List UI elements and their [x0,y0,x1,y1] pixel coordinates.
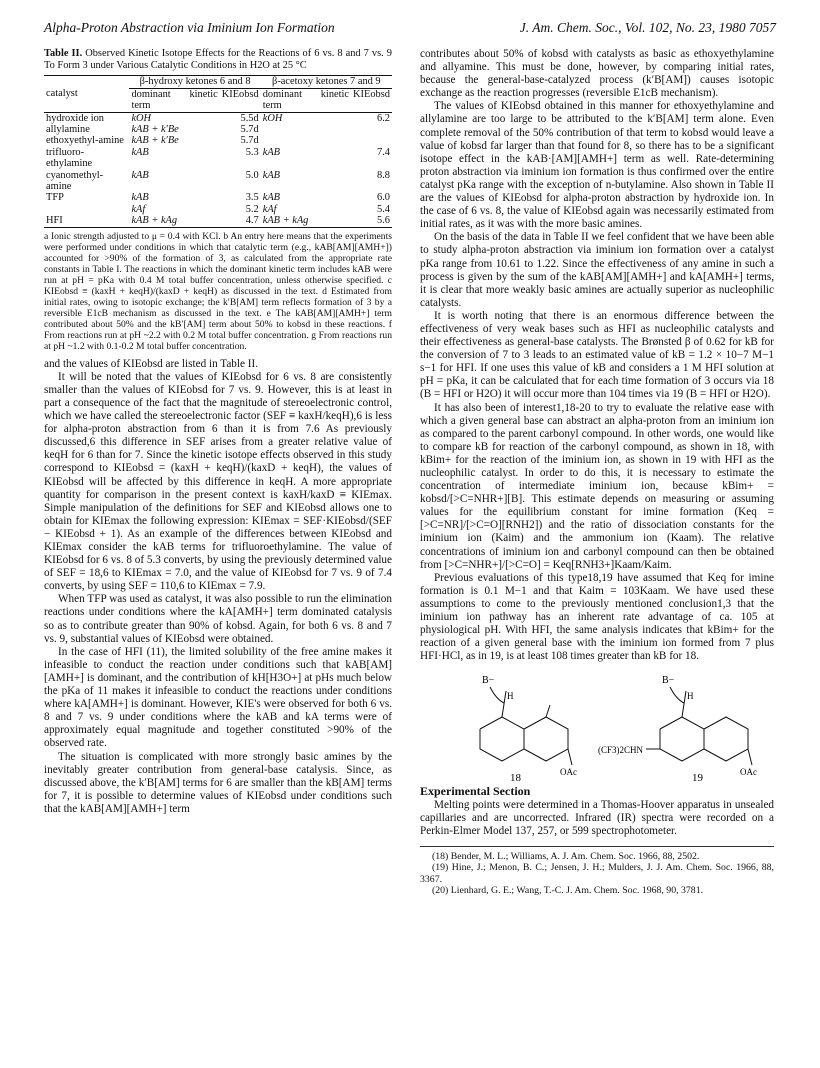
table-row [44,192,392,203]
table-cell-catalyst: allylamine [46,124,90,136]
body-paragraph: It is worth noting that there is an enormous difference between the effectiveness of very weak bases such as HFI as nucleophilic catalysts and their effectiveness as general-base catalysts. The Brønsted β of 0.62 for kB for the conversion of 7 to 3 leads to an estimated value of kB = 1.2 × 10−7 M−1 s−1 for HFI. If one uses this value of kB and considers a 1 M HFI solution at pH = pKa, it can be calculated that for each time formation of 3 occurs via 18 (B = HFI or H2O) it will occur more than 104 times via 19 (B = HFI or H2O). [420,309,774,401]
label-oac-19: OAc [740,767,757,778]
label-h-19: H [687,691,694,702]
table-row [44,112,392,124]
body-paragraph: contributes about 50% of kobsd with catalysts as basic as ethoxyethylamine and allyamine. This must be done, however, by comparing initial rates, because the general-base-catalyzed process (k′B[AM]) causes isotopic exchange as the reaction progresses (reversible E1cB mechanism). [420,48,774,100]
table-cell-catalyst: cyanomethyl-amine [46,169,104,193]
running-header [44,20,776,38]
table-row [44,215,392,227]
table-cell-dominant: kAB [262,146,281,158]
table-cell-kie [351,135,392,146]
table-cell-kie: 8.8 [377,169,390,181]
label-oac-18: OAc [560,767,577,778]
table-cell-kie: 5.4 [377,203,390,215]
body-paragraph: Previous evaluations of this type18,19 have assumed that Keq for imine formation is 0.1 M−1 and that Kaim = 103Kaam. We have used these assumptions to come to the previously mentioned conclusion1,3 that the iminium ion pathway has an inherent rate advantage of ca. 105 at physiological pH. With HFI, the same analysis indicates that kBim+ for the reaction of a given general base with the iminium ion formed from 7 plus HFI·HCl, as in 19, is at least 108 times greater than kB for 18. [420,571,774,663]
table-cell-kie [351,124,392,135]
table-row [44,170,392,193]
table-row [44,124,392,135]
table-cell-dominant: kAf [262,203,277,215]
table-col-kie-1: KIEobsd [220,88,261,112]
table-cell-kie: 5.2 [245,203,259,215]
label-b-minus-19: B− [662,675,675,687]
reference-item: (19) Hine, J.; Menon, B. C.; Jensen, J. H.; Mulders, J. J. Am. Chem. Soc. 1966, 88, 3367. [420,862,774,885]
table-cell-dominant: kAB + kAg [261,215,351,227]
table-cell-dominant: kAB + k′Be [131,124,179,136]
body-paragraph: It will be noted that the values of KIEobsd for 6 vs. 8 are consistently smaller than the values of KIEobsd for 7 vs. 9. However, this is at least in part a consequence of the fact that the magnitude of stereoelectronic control, which we have called the stereoelectronic factor (SEF ≡ kaxH/keqH),6 is less for alpha-proton abstraction from 6 than it is from 7.6 As previously discussed,6 this difference in SEF arises from a greater relative value of keqH for 6 than for 7. Since the kinetic isotope effects observed in this study correspond to KIEobsd = (kaxH + keqH)/(kaxD + keqH), the values of KIEobsd will be affected by this difference in keqH. A more appropriate quantity for comparison in the present context is kaxH/kaxD ≡ KIEmax. Simple manipulation of the definitions for SEF and KIEobsd allows one to obtain for KIEmax the following expression: KIEmax = SEF·KIEobsd/(SEF − KIEobsd + 1). As an example of the differences between KIEobsd and KIEmax consider the kAB terms for trifluoroethylamine. The value of KIEobsd for 6 vs. 8 of 5.3 converts, by using the previously determined value of SEF = 18,6 to KIEmax = 7.0, and the value of KIEobsd for 7 vs. 9 of 7.4 converts, by using SEF = 110,6 to KIEmax = 7.9. [44,370,392,593]
table-group-hydroxy: β-hydroxy ketones 6 and 8 [129,76,260,88]
label-19: 19 [692,772,703,782]
table-cell-kie: 4.7 [220,215,261,227]
table-cell-catalyst: hydroxide ion [46,112,105,124]
table-cell-kie: 5.5d [240,112,259,124]
table-row [44,135,392,146]
table-cell-dominant: kAB + kAg [129,215,219,227]
reference-item: (20) Lienhard, G. E.; Wang, T.-C. J. Am. Chem. Soc. 1968, 90, 3781. [432,885,704,897]
table-cell-dominant: kAf [131,203,146,215]
table-cell-dominant [261,135,351,146]
table-col-dominant-1: dominant kinetic term [131,88,218,112]
table-col-kie-2: KIEobsd [351,88,392,112]
header-title: Alpha-Proton Abstraction via Iminium Ion Formation [44,20,335,35]
table-caption-label: Table II. [44,48,83,59]
table-cell-kie: 6.0 [377,192,390,204]
experimental-paragraph: Melting points were determined in a Thomas-Hoover apparatus in unsealed capillaries and are uncorrected. Infrared (IR) spectra were recorded on a Perkin-Elmer Model 137, 257, or 599 spectrophotometer. [420,798,774,837]
body-paragraph: In the case of HFI (11), the limited solubility of the free amine makes it infeasible to conduct the reaction under conditions such that kAB[AM][AMH+] is dominant, and the contribution of kH[H3O+] at pHs much below the pKa of 11 makes it infeasible to conduct the reactions under conditions where kA[AMH+] is dominant. However, KIE's were observed for both 6 vs. 8 and 7 vs. 9 under conditions where the kAB and kA terms were of approximately equal magnitude and together constituted >90% of the observed rate. [44,645,392,750]
body-paragraph: It has also been of interest1,18-20 to try to evaluate the relative ease with which a given general base can abstract an alpha-proton from an iminium ion as compared to the parent carbonyl compound. In other words, one would like to compare kB for reaction of the carbonyl compound, as shown in 18, with kBim+ for the reaction of the iminium ion, as shown in 19 with HFI as the nucleophilic catalyst. In order to do this, it is necessary to estimate the concentration of intermediate iminium ion, because kBim+ = kobsd/[>C=NHR+][B]. This estimate depends on measuring or assuming values for the equilibrium constant for imine formation (Keq = [>C=NR]/[>C=O][RNH2]) and the ratio of dissociation constants for the iminium ion (Kaim) and the ammonium ion (Kaam). The relative concentrations of iminium ion and carbonyl compound can then be obtained from [>C=NHR+]/[>C=O] = Keq[RNH3+]Kaam/Kaim. [420,401,774,571]
body-paragraph: The situation is complicated with more strongly basic amines by the inevitably greater contribution from general-base catalysis. Since, as discussed above, the k′B[AM] terms for 6 are smaller than the kB[AM] terms for 7, it is possible to determine values of KIEobsd under conditions such that the kAB[AM][AMH+] term [44,750,392,815]
body-paragraph: The values of KIEobsd obtained in this manner for ethoxyethylamine and allylamine are too large to be attributed to the k′B[AM] term alone. Even complete removal of the 50% contribution of that term to kobsd would leave a value of kobsd far larger than that found for 8, so there has to be a significant isotope effect in the kAB·[AM][AMH+] term as well. Rate-determining proton abstraction via iminium ion formation is thus confirmed over the entire catalyst pKa range with the exception of n-butylamine. Also shown in Table II are the values of KIEobsd for alpha-proton abstraction by hydroxide ion. In the case of 6 vs. 8, the value of KIEobsd again was necessarily estimated from initial rates, as it was with the more basic amines. [420,100,774,231]
table-cell-kie: 5.0 [245,169,259,181]
table-cell-catalyst: HFI [44,215,129,227]
table-cell-dominant: kAB [131,169,149,181]
right-column [420,48,774,897]
table-cell-dominant: kAB [262,169,281,181]
structure-drawings [420,669,774,781]
table-cell-dominant: kAB + k′Be [131,135,179,147]
reference-item: (18) Bender, M. L.; Williams, A. J. Am. Chem. Soc. 1966, 88, 2502. [432,850,700,862]
table-caption [44,48,392,72]
body-paragraph: and the values of KIEobsd are listed in Table II. [44,357,258,370]
table-row [44,147,392,170]
kie-table [44,75,392,227]
table-head-spacer [44,76,129,88]
experimental-heading: Experimental Section [420,784,531,799]
table-cell-kie: 6.2 [377,112,390,124]
table-col-catalyst: catalyst [44,88,129,112]
table-cell-catalyst: ethoxyethyl-amine [46,135,124,147]
table-cell-dominant [261,124,351,135]
table-cell-kie: 5.3 [245,146,259,158]
header-journal: J. Am. Chem. Soc., Vol. 102, No. 23, 1980 7057 [519,20,776,35]
references [420,846,774,897]
table-cell-kie: 3.5 [245,192,259,204]
table-footnotes: a Ionic strength adjusted to μ = 0.4 with KCl. b An entry here means that the experiments were performed under conditions in which that catalytic term (e.g., kAB[AM][AMH+]) accounted for >90% of the formation of 3, as calculated from the appropriate rate constants in Table I. The reactions in which the dominant kinetic term includes kAB were run at pH = pKa with 0.4 M total buffer concentration, unless otherwise specified. c KIEobsd ≡ (kaxH + keqH)/(kaxD + keqH) as discussed in the text. d Estimated from initial rates, owing to isotopic exchange; the k′B[AM] term reflects formation of 3 by a reversible E1cB mechanism as discussed in the text. e The kAB[AM][AMH+] term contributed about 50% and the kB′[AM] term about 50% to kobsd in these reactions. f From reactions run at pH ~2.2 with 0.2 M total buffer concentration. g From reactions run at pH ~1.2 with 0.1-0.2 M total buffer concentration. [44,230,392,352]
structures-figure [420,669,774,781]
table-row [44,204,392,215]
structure-19 [646,687,752,765]
body-paragraph: On the basis of the data in Table II we feel confident that we have been able to study alpha-proton abstraction via iminium ion formation over a catalyst pKa range from 10.61 to 1.22. Since the effectiveness of any amine in such a process is given by the sum of the kAB[AM][AMH+] and kA[AMH+] terms, it is clear that more weakly basic amines are actually superior as nucleophilic catalysts. [420,231,774,309]
table-caption-text: Observed Kinetic Isotope Effects for the Reactions of 6 vs. 8 and 7 vs. 9 To Form 3 under Various Catalytic Conditions in H2O at 25 °C [44,48,392,72]
label-b-minus-18: B− [482,675,495,687]
left-column [44,48,392,816]
table-cell-kie: 5.7d [240,124,259,136]
table-cell-dominant: kOH [262,112,283,124]
structure-18 [480,687,572,765]
table-cell-catalyst: trifluoro-ethylamine [46,146,93,170]
table-cell-dominant: kAB [262,192,281,204]
label-cf3-19: (CF3)2CHN [598,745,644,756]
table-cell-kie: 5.6 [351,215,392,227]
table-group-acetoxy: β-acetoxy ketones 7 and 9 [261,76,392,88]
table-cell-dominant: kAB [131,146,149,158]
label-18: 18 [510,772,521,782]
table-cell-kie: 5.7d [240,135,259,147]
table-cell-dominant: kAB [131,192,149,204]
table-cell-catalyst: TFP [46,192,64,204]
label-h-18: H [507,691,514,702]
table-col-dominant-2: dominant kinetic term [262,88,350,112]
table-cell-kie: 7.4 [377,146,390,158]
table-cell-dominant: kOH [131,112,152,124]
table-cell-catalyst [44,204,129,215]
body-paragraph: When TFP was used as catalyst, it was also possible to run the elimination reactions under conditions where the kA[AMH+] term dominated catalysis so as to contribute greater than 90% of kobsd. Again, for both 6 vs. 8 and 7 vs. 9, substantial values of KIEobsd were obtained. [44,593,392,645]
